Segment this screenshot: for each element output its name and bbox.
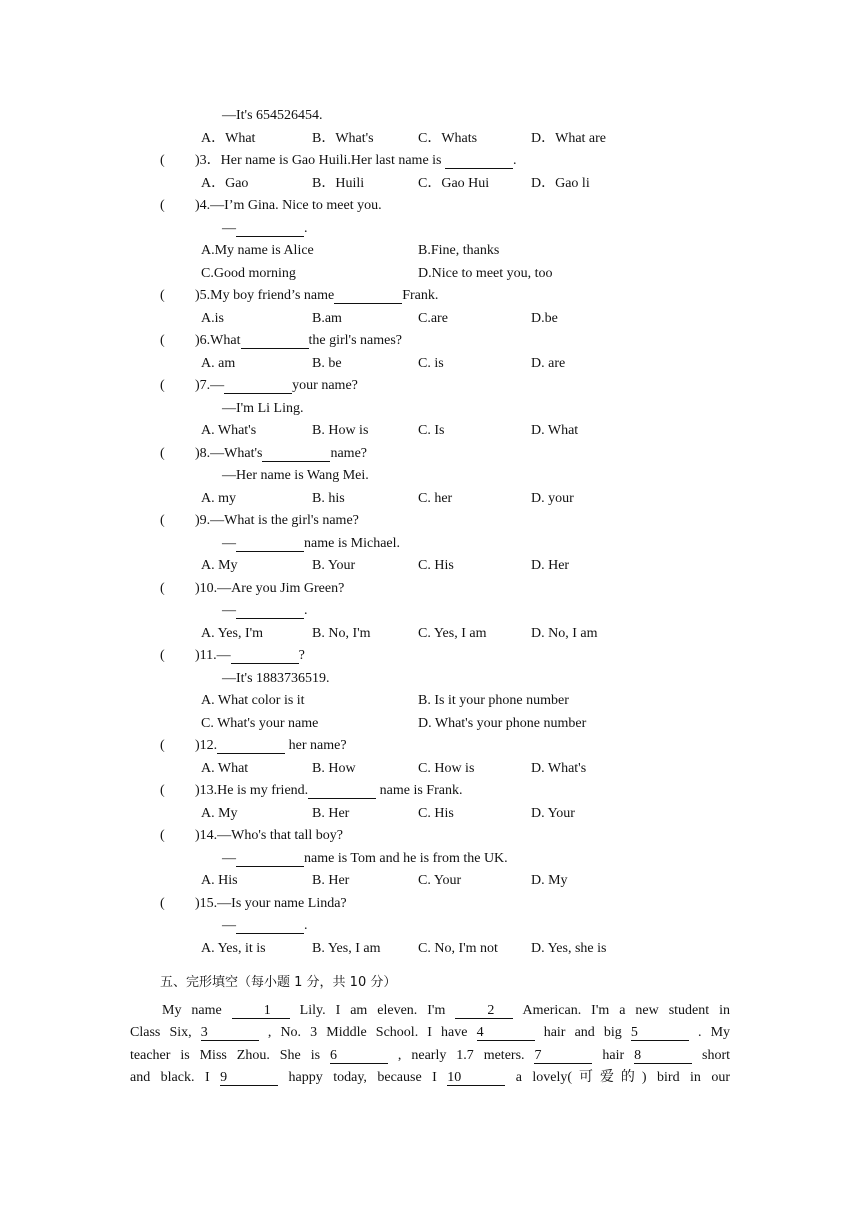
option-d: D. your <box>531 490 574 506</box>
cloze-blank-5[interactable]: 5 <box>631 1025 689 1041</box>
stem-text: Her name is Gao Huili.Her last name is <box>220 153 442 168</box>
stem-text: What <box>210 333 241 348</box>
question-stem <box>195 512 359 530</box>
stem-text: — <box>216 648 231 663</box>
answer-line: —Her name is Wang Mei. <box>222 468 369 483</box>
answer-blank[interactable] <box>224 378 292 394</box>
stem-text: He is my friend. <box>217 783 309 798</box>
cloze-blank-9[interactable]: 9 <box>220 1070 278 1086</box>
stem-text: . <box>304 220 308 236</box>
stem-text: your name? <box>292 378 358 393</box>
q2-answer: —It's 654526454. <box>222 108 323 123</box>
question-number: )10. <box>195 580 218 596</box>
stem-text: My boy friend’s name <box>210 288 335 303</box>
answer-blank[interactable] <box>308 783 376 799</box>
question-stem <box>195 580 344 598</box>
cloze-text: . My <box>698 1025 731 1040</box>
option-c: C. His <box>418 558 454 573</box>
cloze-text: , nearly 1.7 meters. <box>397 1047 525 1063</box>
cloze-text: American. I'm a new student in <box>522 1002 730 1018</box>
answer-paren: ( <box>160 198 165 213</box>
stem-text: . <box>304 918 308 933</box>
q2-option-c: C．Whats <box>418 130 478 146</box>
answer-paren: ( <box>160 828 165 843</box>
answer-blank[interactable] <box>231 648 299 664</box>
stem-text: name? <box>330 445 367 461</box>
option-b: B. his <box>312 490 345 506</box>
answer-line <box>222 602 308 620</box>
cloze-blank-1[interactable]: 1 <box>232 1003 290 1019</box>
answer-blank[interactable] <box>262 446 330 462</box>
stem-text: ? <box>298 648 305 663</box>
option-d: D. are <box>531 355 566 371</box>
question-number: )9. <box>195 513 211 528</box>
question-number: )6. <box>195 333 211 348</box>
option-a: A. Yes, I'm <box>201 625 264 641</box>
answer-line <box>222 220 308 238</box>
question-stem <box>195 895 347 913</box>
option-b: B. Your <box>312 558 356 573</box>
cloze-blank-4[interactable]: 4 <box>477 1025 535 1041</box>
answer-line <box>222 850 508 868</box>
question-stem <box>195 377 358 395</box>
section-title: 五、完形填空（每小题 1 分，共 10 分） <box>160 975 397 990</box>
answer-paren: ( <box>160 153 165 168</box>
option-b: B. be <box>312 355 342 371</box>
answer-paren: ( <box>160 580 165 596</box>
cloze-blank-8[interactable]: 8 <box>634 1048 692 1064</box>
stem-text: — <box>222 603 236 618</box>
cloze-text: and black. I <box>130 1070 210 1085</box>
stem-text: —What is the girl's name? <box>210 513 359 528</box>
option-d: D.Nice to meet you, too <box>418 265 553 281</box>
option-b: B. No, I'm <box>312 625 371 641</box>
q2-option-a: A．What <box>201 130 256 146</box>
stem-text: . <box>513 153 517 168</box>
option-c: C. How is <box>418 760 475 776</box>
question-stem <box>195 445 367 463</box>
answer-paren: ( <box>160 513 165 528</box>
question-number: )7. <box>195 378 211 393</box>
answer-blank[interactable] <box>236 603 304 619</box>
option-d: D. What <box>531 423 579 438</box>
cloze-line <box>130 1022 730 1045</box>
answer-blank[interactable] <box>236 221 304 237</box>
option-b: B.Fine, thanks <box>418 243 500 258</box>
answer-blank[interactable] <box>241 333 309 349</box>
cloze-text: My name <box>162 1002 222 1018</box>
answer-blank[interactable] <box>445 153 513 169</box>
option-a: A. My <box>201 558 238 573</box>
option-a: A. What's <box>201 423 257 438</box>
option-a: A．Gao <box>201 175 249 191</box>
answer-blank[interactable] <box>236 536 304 552</box>
stem-text: her name? <box>285 738 347 753</box>
answer-line: —It's 1883736519. <box>222 670 330 686</box>
question-stem <box>195 782 462 800</box>
answer-paren: ( <box>160 445 165 461</box>
option-a: A. His <box>201 873 238 888</box>
stem-text: — <box>222 918 236 933</box>
cloze-text: Class Six, <box>130 1025 192 1040</box>
stem-text: — <box>210 378 225 393</box>
cloze-line <box>130 1045 730 1068</box>
question-number: )12. <box>195 738 218 753</box>
stem-text: the girl's names? <box>308 333 402 348</box>
option-a: A. What <box>201 760 249 776</box>
option-a: A. Yes, it is <box>201 940 266 956</box>
stem-text: name is Tom and he is from the UK. <box>304 850 508 866</box>
option-b: B. Yes, I am <box>312 940 381 956</box>
question-stem <box>195 152 517 170</box>
cloze-line <box>130 1000 730 1023</box>
cloze-text: short <box>702 1047 731 1063</box>
stem-text: —What's <box>210 445 263 461</box>
option-d: D. No, I am <box>531 625 598 641</box>
option-a: A. My <box>201 805 238 821</box>
answer-blank[interactable] <box>236 918 304 934</box>
question-number: )13. <box>195 783 218 798</box>
option-b: B. Her <box>312 873 350 888</box>
cloze-blank-7[interactable]: 7 <box>534 1048 592 1064</box>
stem-text: —Are you Jim Green? <box>217 580 345 596</box>
stem-text: — <box>222 850 236 866</box>
option-a: A.My name is Alice <box>201 243 314 258</box>
answer-blank[interactable] <box>236 851 304 867</box>
option-d: D. My <box>531 873 568 888</box>
option-b: B. How <box>312 760 356 776</box>
option-d: D. Yes, she is <box>531 940 607 956</box>
option-c: C. is <box>418 355 444 371</box>
answer-line: —I'm Li Ling. <box>222 400 304 416</box>
question-stem <box>195 332 402 350</box>
answer-paren: ( <box>160 738 165 753</box>
option-c: C. Your <box>418 873 462 888</box>
option-a: A. am <box>201 355 236 371</box>
option-d: D. Your <box>531 805 575 821</box>
option-d: D．Gao li <box>531 175 590 191</box>
question-stem <box>195 647 305 665</box>
option-d: D. Her <box>531 558 570 573</box>
question-stem <box>195 827 343 845</box>
cloze-line <box>130 1067 730 1090</box>
question-number: )15. <box>195 895 218 911</box>
cloze-text: hair <box>602 1047 625 1063</box>
q2-option-d: D．What are <box>531 130 607 146</box>
question-number: )8. <box>195 445 211 461</box>
stem-text: name is Michael. <box>304 535 401 551</box>
answer-paren: ( <box>160 783 165 798</box>
answer-blank[interactable] <box>217 738 285 754</box>
option-c: C. No, I'm not <box>418 940 498 956</box>
cloze-text: hair and big <box>543 1025 622 1040</box>
option-a: A.is <box>201 310 224 326</box>
option-b: B. How is <box>312 423 369 438</box>
q2-option-b: B．What's <box>312 130 374 146</box>
option-d: D. What's your phone number <box>418 715 587 731</box>
option-a: A. What color is it <box>201 693 305 708</box>
answer-line <box>222 917 308 935</box>
answer-paren: ( <box>160 895 165 911</box>
stem-text: —Is your name Linda? <box>217 895 347 911</box>
answer-line <box>222 535 400 553</box>
stem-text: —I’m Gina. Nice to meet you. <box>210 198 382 213</box>
option-d: D.be <box>531 310 558 326</box>
cloze-paragraph <box>130 1000 730 1090</box>
stem-text: Frank. <box>402 288 439 303</box>
option-c: C. What's your name <box>201 715 319 731</box>
question-stem <box>195 197 382 215</box>
option-c: C.Good morning <box>201 265 296 281</box>
option-b: B.am <box>312 310 342 326</box>
answer-paren: ( <box>160 648 165 663</box>
option-c: C. His <box>418 805 454 821</box>
stem-text: — <box>222 535 236 551</box>
cloze-blank-10[interactable]: 10 <box>447 1070 505 1086</box>
option-c: C. Is <box>418 423 445 438</box>
option-b: B．Huili <box>312 175 365 191</box>
question-stem <box>195 287 438 305</box>
cloze-text: happy today, because I <box>288 1070 437 1085</box>
stem-text: name is Frank. <box>376 783 463 798</box>
question-number: )3． <box>195 153 221 168</box>
stem-text: . <box>304 603 308 618</box>
cloze-text: Lily. I am eleven. I'm <box>299 1002 446 1018</box>
answer-paren: ( <box>160 378 165 393</box>
option-b: B. Is it your phone number <box>418 693 569 708</box>
question-number: )11. <box>195 648 217 663</box>
option-c: C. Yes, I am <box>418 625 487 641</box>
cloze-text: , No. 3 Middle School. I have <box>267 1025 468 1040</box>
stem-text: — <box>222 220 236 236</box>
option-b: B. Her <box>312 805 350 821</box>
option-c: C. her <box>418 490 453 506</box>
option-d: D. What's <box>531 760 587 776</box>
answer-paren: ( <box>160 333 165 348</box>
answer-paren: ( <box>160 288 165 303</box>
question-number: )14. <box>195 828 218 843</box>
question-stem <box>195 737 347 755</box>
question-number: )5. <box>195 288 211 303</box>
answer-blank[interactable] <box>334 288 402 304</box>
question-number: )4. <box>195 198 211 213</box>
stem-text: —Who's that tall boy? <box>217 828 343 843</box>
cloze-blank-3[interactable]: 3 <box>201 1025 259 1041</box>
cloze-blank-2[interactable]: 2 <box>455 1003 513 1019</box>
option-a: A. my <box>201 490 236 506</box>
cloze-text: a lovely(可爱的) bird in our <box>515 1070 731 1085</box>
option-c: C．Gao Hui <box>418 175 490 191</box>
cloze-text: teacher is Miss Zhou. She is <box>130 1047 321 1063</box>
option-c: C.are <box>418 310 448 326</box>
cloze-blank-6[interactable]: 6 <box>330 1048 388 1064</box>
